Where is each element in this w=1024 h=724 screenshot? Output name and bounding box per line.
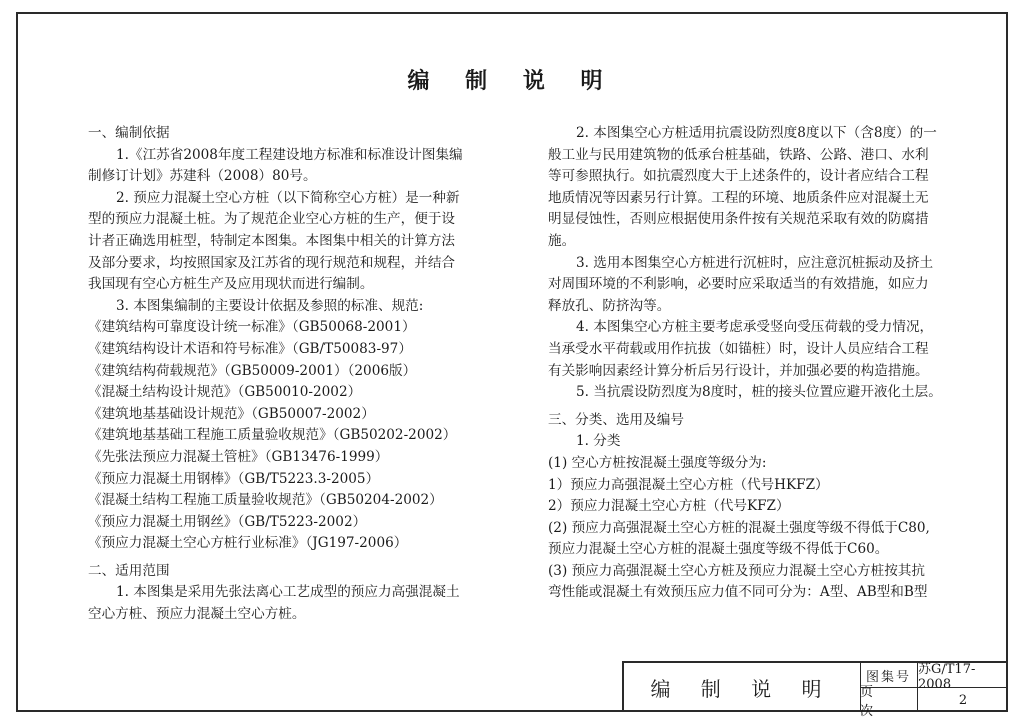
text-line: 《预应力混凝土用钢棒》（GB/T5223.3-2005） bbox=[88, 470, 380, 487]
text-line: 1. 分类 bbox=[576, 433, 621, 450]
text-line: 预应力混凝土空心方桩的混凝土强度等级不得低于C60。 bbox=[548, 541, 889, 558]
left-column bbox=[88, 117, 488, 626]
text-line: 明显侵蚀性，否则应根据使用条件按有关规范采取有效的防腐措 bbox=[548, 211, 929, 228]
text-line: 5. 当抗震设防烈度为8度时，桩的接头位置应避开液化土层。 bbox=[576, 384, 942, 401]
text-line: 有关影响因素经计算分析后另行设计，并加强必要的构造措施。 bbox=[548, 362, 929, 379]
text-line: 空心方桩、预应力混凝土空心方桩。 bbox=[88, 606, 306, 623]
text-line: 2. 本图集空心方桩适用抗震设防烈度8度以下（含8度）的一 bbox=[576, 125, 937, 141]
text-line: 及部分要求，均按照国家及江苏省的现行规范和规程，并结合 bbox=[88, 254, 456, 271]
text-line: 《预应力混凝土用钢丝》（GB/T5223-2002） bbox=[88, 513, 367, 530]
text-line: 《建筑地基基础设计规范》（GB50007-2002） bbox=[88, 405, 375, 422]
text-line: 当承受水平荷载或用作抗拔（如锚桩）时，设计人员应结合工程 bbox=[548, 340, 929, 357]
section-heading: 三、分类、选用及编号 bbox=[548, 411, 684, 428]
text-line: 《建筑地基基础工程施工质量验收规范》（GB50202-2002） bbox=[88, 427, 457, 444]
title-block-name: 编 制 说 明 bbox=[624, 663, 861, 712]
text-line: (2) 预应力高强混凝土空心方桩的混凝土强度等级不得低于C80, bbox=[548, 519, 930, 536]
text-line: 1.《江苏省2008年度工程建设地方标准和标准设计图集编 bbox=[116, 146, 463, 163]
text-line: 《建筑结构设计术语和符号标准》（GB/T50083-97） bbox=[88, 340, 412, 357]
title-block bbox=[622, 661, 1008, 719]
text-line: (3) 预应力高强混凝土空心方桩及预应力混凝土空心方桩按其抗 bbox=[548, 562, 926, 579]
page-number-label: 页 次 bbox=[860, 688, 918, 712]
text-line: 《建筑结构荷载规范》（GB50009-2001）（2006版） bbox=[88, 362, 417, 379]
text-line: 我国现有空心方桩生产及应用现状而进行编制。 bbox=[88, 276, 374, 293]
text-line: 般工业与民用建筑物的低承台桩基础，铁路、公路、港口、水利 bbox=[548, 146, 929, 163]
text-line: 释放孔、防挤沟等。 bbox=[548, 297, 671, 314]
text-line: 3. 本图集编制的主要设计依据及参照的标准、规范: bbox=[116, 297, 424, 314]
text-line: 等可参照执行。如抗震烈度大于上述条件的，设计者应结合工程 bbox=[548, 168, 929, 185]
text-line: (1) 空心方桩按混凝土强度等级分为: bbox=[548, 454, 767, 471]
text-line: 1）预应力高强混凝土空心方桩（代号HKFZ） bbox=[548, 476, 829, 493]
text-line: 地质情况等因素另行计算。工程的环境、地质条件应对混凝土无 bbox=[548, 189, 929, 206]
text-line: 2. 预应力混凝土空心方桩（以下简称空心方桩）是一种新 bbox=[116, 189, 460, 206]
text-line: 施。 bbox=[548, 232, 576, 249]
atlas-number-label: 图集号 bbox=[860, 663, 918, 688]
text-line: 《先张法预应力混凝土管桩》（GB13476-1999） bbox=[88, 448, 389, 465]
text-line: 4. 本图集空心方桩主要考虑承受竖向受压荷载的受力情况， bbox=[576, 319, 934, 336]
atlas-number-value: 苏G/T17-2008 bbox=[918, 663, 1008, 688]
text-line: 《混凝土结构工程施工质量验收规范》（GB50204-2002） bbox=[88, 492, 443, 509]
page-number-value: 2 bbox=[958, 692, 968, 708]
text-line: 《预应力混凝土空心方桩行业标准》（JG197-2006） bbox=[88, 535, 408, 552]
text-line: 1. 本图集是采用先张法离心工艺成型的预应力高强混凝土 bbox=[116, 584, 460, 601]
right-column bbox=[548, 123, 960, 604]
text-line: 《建筑结构可靠度设计统一标准》（GB50068-2001） bbox=[88, 319, 416, 336]
text-line: 《混凝土结构设计规范》（GB50010-2002） bbox=[88, 384, 362, 401]
text-line: 计者正确选用桩型，特制定本图集。本图集中相关的计算方法 bbox=[88, 232, 456, 249]
section-heading: 二、适用范围 bbox=[88, 562, 170, 579]
text-line: 制修订计划》苏建科（2008）80号。 bbox=[88, 168, 317, 185]
text-line: 2）预应力混凝土空心方桩（代号KFZ） bbox=[548, 498, 790, 515]
text-line: 型的预应力混凝土桩。为了规范企业空心方桩的生产，便于设 bbox=[88, 211, 456, 228]
page-title: 编 制 说 明 bbox=[407, 68, 617, 94]
section-heading: 一、编制依据 bbox=[88, 125, 170, 141]
text-line: 弯性能或混凝土有效预压应力值不同可分为：A型、AB型和B型 bbox=[548, 584, 928, 601]
text-line: 3. 选用本图集空心方桩进行沉桩时，应注意沉桩振动及挤土 bbox=[576, 254, 934, 271]
text-line: 对周围环境的不利影响，必要时应采取适当的有效措施，如应力 bbox=[548, 276, 929, 293]
